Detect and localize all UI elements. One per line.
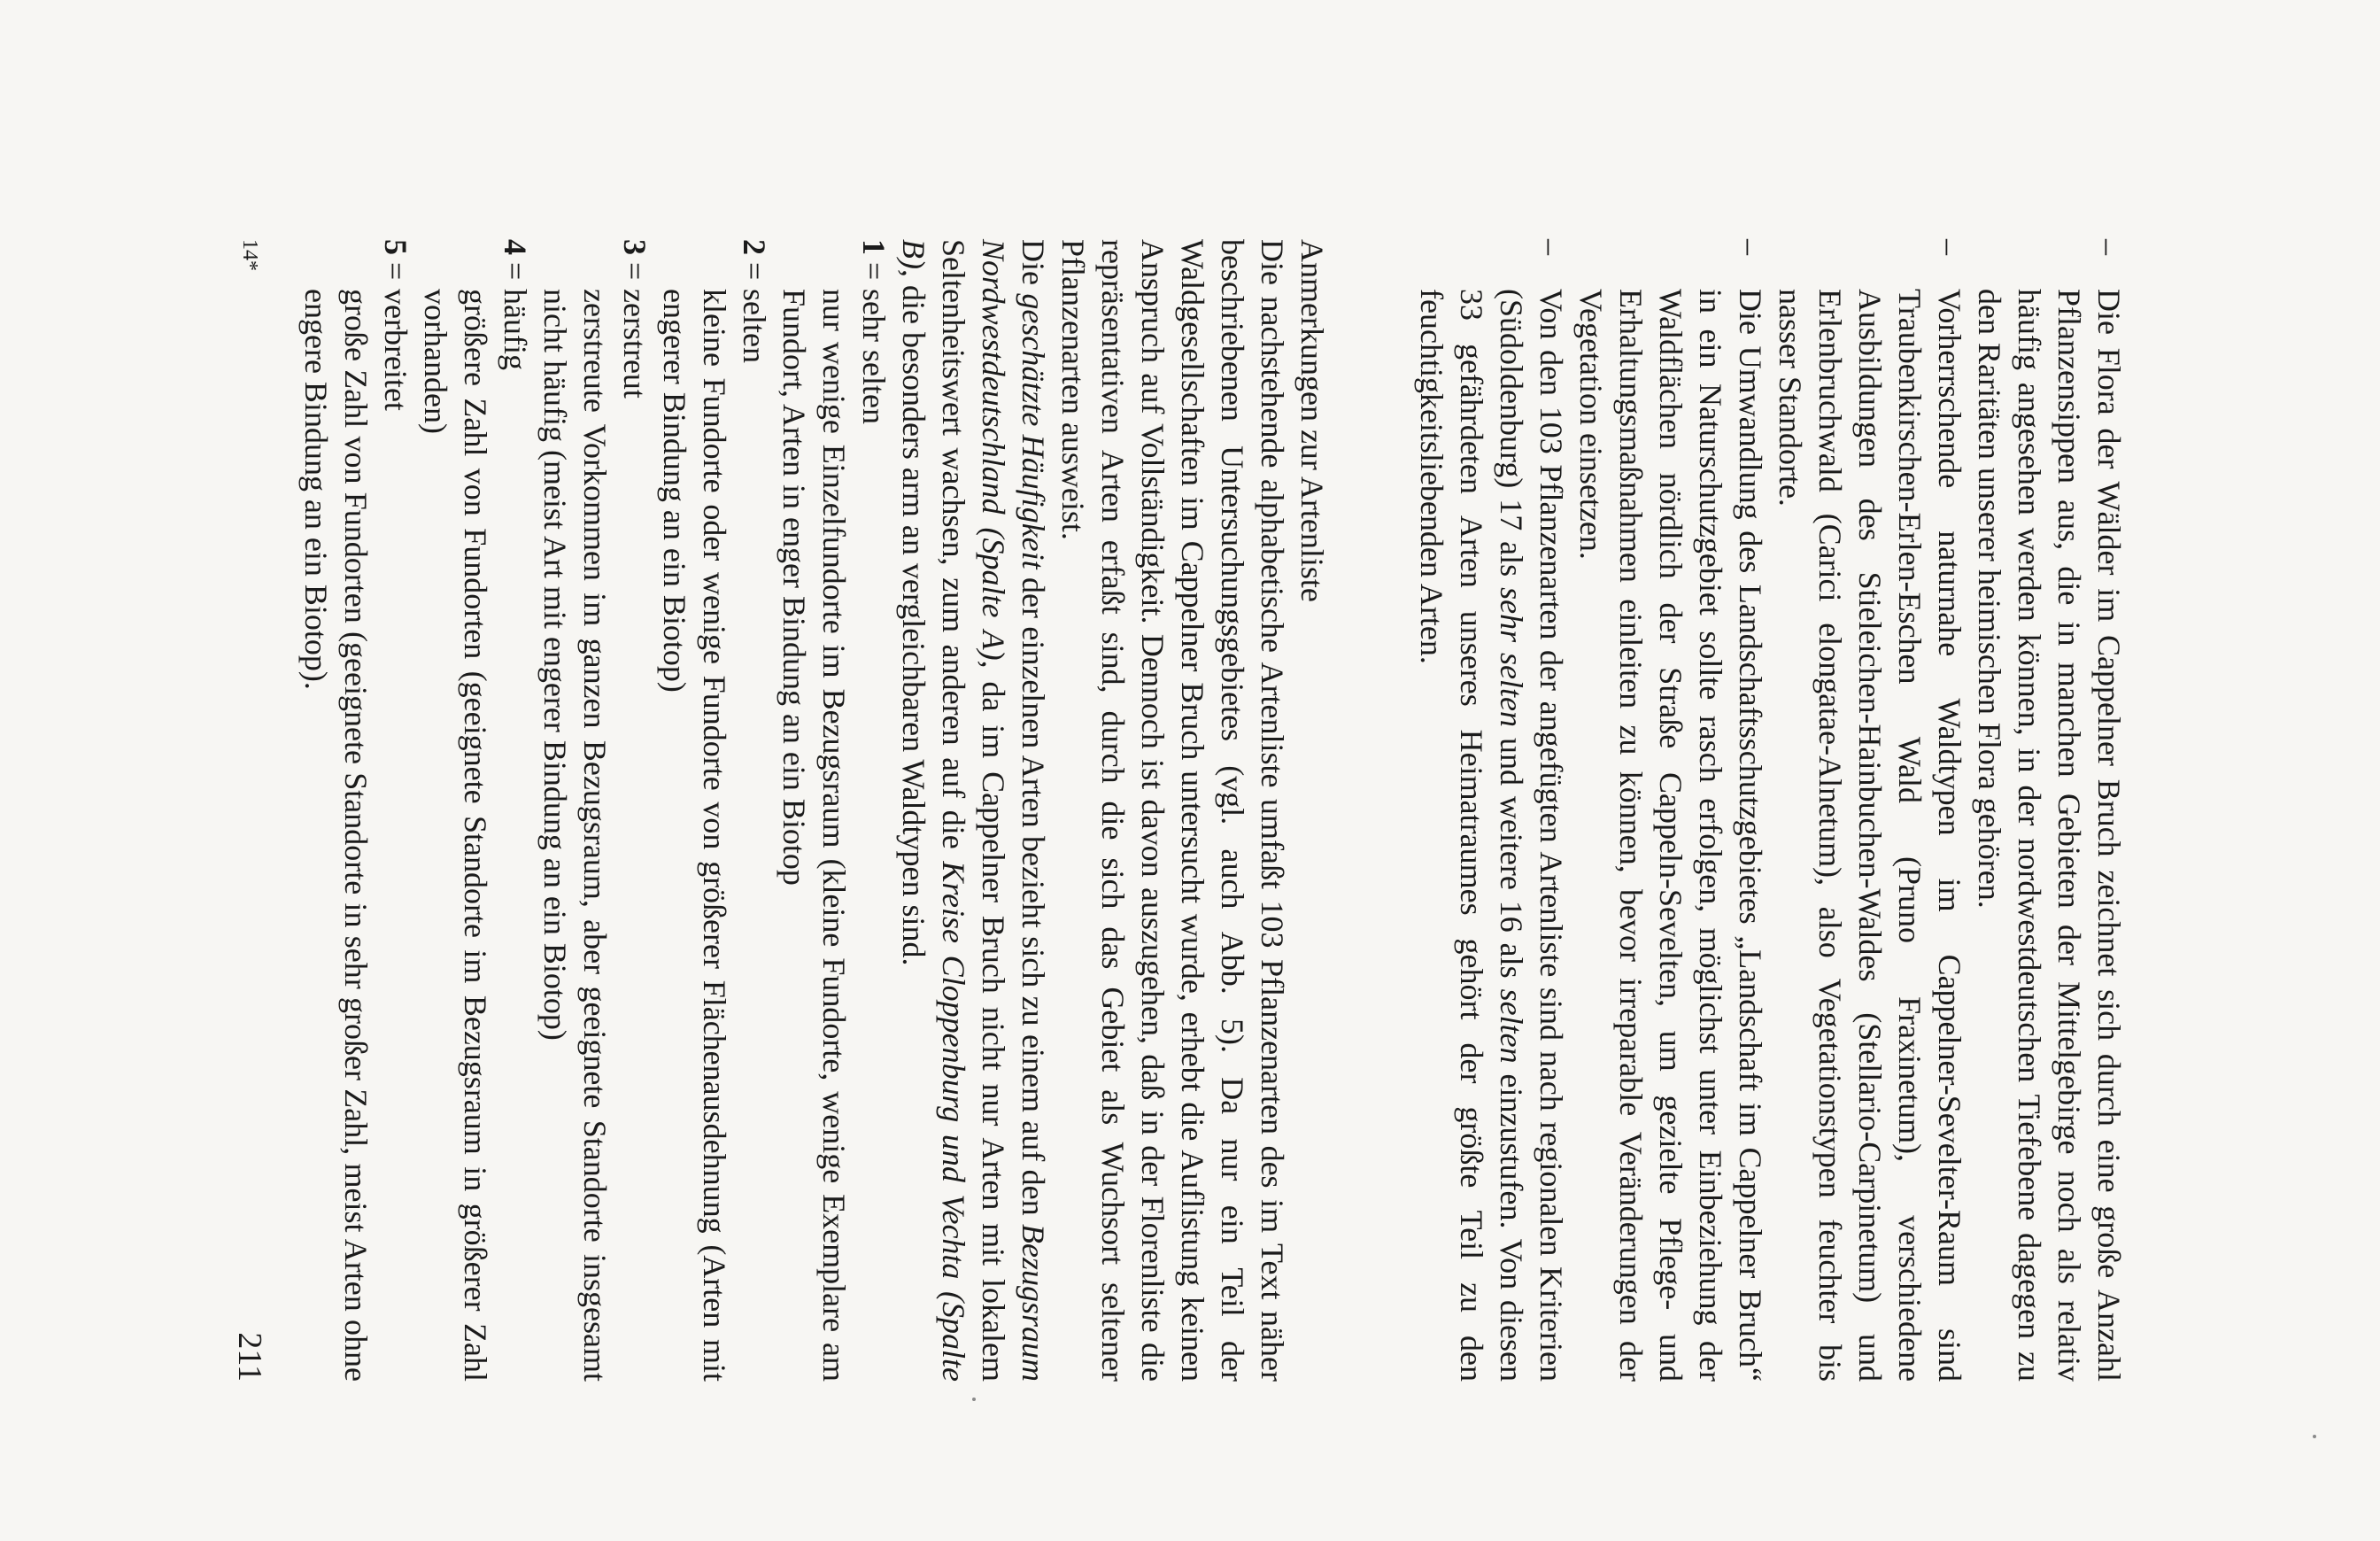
text-run: Die xyxy=(1016,239,1051,294)
bullet-item xyxy=(1411,239,1571,1382)
scale-label: zerstreut xyxy=(617,289,653,399)
bullet-item xyxy=(1571,239,1770,1382)
text-run: einzustufen. Von diesen 33 gefährdeten Arten unseres Heimatraumes gehört der größte Teil zu den feuchtigkeitsliebenden Arten. xyxy=(1414,289,1529,1382)
page-number: 211 xyxy=(231,1332,268,1382)
scale-entry xyxy=(854,239,893,1382)
text-run: und weitere 16 als xyxy=(1494,727,1529,989)
sheet-mark: 14* xyxy=(238,239,261,271)
scan-speck xyxy=(2313,1435,2316,1438)
notes-paragraph: Die nachstehende alphabetische Artenliste umfaßt 103 Pflanzenarten des im Text näher beschriebenen Untersuchungsgebietes (vgl. auch Abb. 5). Da nur ein Teil der Waldgesellschaften im Cappelner Bruch untersucht wurde, erhebt die Auflistung keinen Anspruch auf Vollständigkeit. Dennoch ist davon auszugehen, daß in der Florenliste die repräsentativen Arten erfaßt sind, durch die sich das Gebiet als Wuchsort seltener Pflanzenarten ausweist. xyxy=(1055,239,1290,1382)
text-run: Von den 103 Pflanzenarten der angefügten Artenliste sind nach regionalen Kriterien (Südoldenburg) 17 als xyxy=(1494,289,1569,1382)
bullet-text xyxy=(1414,289,1569,1382)
scale-description: kleine Fundorte oder wenige Fundorte von größerer Flächenausdehnung (Arten mit engerer Bindung an ein Biotop) xyxy=(657,289,732,1382)
bullet-item xyxy=(1770,239,1969,1382)
scale-equals: = xyxy=(737,262,772,281)
bullet-dash: – xyxy=(1534,239,1569,255)
emphasis: geschätzte Häufigkeit xyxy=(1016,293,1051,569)
scale-description: zerstreute Vorkommen im ganzen Bezugsraum, aber geeignete Standorte insgesamt nicht häufig (meist Art mit engerer Bindung an ein Biotop) xyxy=(537,289,613,1382)
scan-speck xyxy=(972,1398,976,1401)
page-footer xyxy=(225,239,269,1382)
scale-number: 5 xyxy=(378,239,413,255)
text-body xyxy=(296,239,2129,1382)
spacer xyxy=(1332,239,1372,1382)
scale-description: nur wenige Einzelfundorte im Bezugsraum (kleine Fundorte, wenige Exemplare am Fundort, Arten in enger Bindung an ein Biotop xyxy=(777,289,852,1382)
emphasis: sehr selten xyxy=(1494,587,1529,728)
frequency-scale xyxy=(296,239,893,1382)
bullet-text: Vorherrschende naturnahe Waldtypen im Cappelner-Sevelter-Raum sind Traubenkirschen-Erlen-Eschen Wald (Pruno Fraxinetum), verschiedene Ausbildungen des Stieleichen-Hainbuchen-Waldes (Stellario-Carpinetum) und Erlenbruchwald (Carici elongatae-Alnetum), also Vegetationstypen feuchter bis nasser Standorte. xyxy=(1773,289,1967,1382)
scale-number: 3 xyxy=(617,239,653,255)
scale-equals: = xyxy=(856,262,892,281)
emphasis: Kreise Cloppenburg und Vechta (Spalte B) xyxy=(896,239,971,1382)
emphasis: Bezugsraum Nordwestdeutschland (Spalte A) xyxy=(976,239,1051,1382)
emphasis: selten xyxy=(1494,988,1529,1064)
scale-equals: = xyxy=(617,262,653,281)
notes-paragraph xyxy=(893,239,1053,1382)
scale-entry xyxy=(375,239,415,1382)
scale-number: 4 xyxy=(498,239,533,255)
bullet-text: Die Flora der Wälder im Cappelner Bruch zeichnet sich durch eine große Anzahl Pflanzensippen aus, die in manchen Gebieten der Mittelgebirge noch als relativ häufig angesehen werden können, in der nordwestdeutschen Tiefebene dagegen zu den Raritäten unserer heimischen Flora gehören. xyxy=(1972,289,2127,1382)
scale-label: selten xyxy=(737,289,772,363)
rotated-page-content xyxy=(136,106,2244,1435)
text-run: , da im Cappelner Bruch nicht nur Arten mit lokalem Seltenheitswert wachsen, zum anderen auf die xyxy=(936,239,1011,1382)
bullet-dash: – xyxy=(1932,239,1967,255)
scale-number: 2 xyxy=(737,239,772,255)
scale-label: verbreitet xyxy=(378,289,413,411)
scale-label: sehr selten xyxy=(856,289,892,424)
bullet-item xyxy=(1969,239,2129,1382)
text-run: , die besonders arm an vergleichbaren Waldtypen sind. xyxy=(896,268,931,966)
bullet-dash: – xyxy=(1733,239,1768,255)
scale-description: größere Zahl von Fundorten (geeignete Standorte im Bezugsraum in größerer Zahl vorhanden) xyxy=(418,289,493,1382)
section-heading: Anmerkungen zur Artenliste xyxy=(1294,239,1330,602)
scale-entry xyxy=(734,239,774,1382)
scale-entry xyxy=(495,239,535,1382)
scale-equals: = xyxy=(378,262,413,281)
scale-number: 1 xyxy=(856,239,892,255)
bullet-text: Die Umwandlung des Landschaftsschutzgebietes „Landschaft im Cappelner Bruch“ in ein Naturschutzgebiet sollte rasch erfolgen, möglichst unter Einbeziehung der Waldflächen nördlich der Straße Cappeln-Sevelten, um gezielte Pflege- und Erhaltungsmaßnahmen einleiten zu können, bevor irreparable Veränderungen der Vegetation einsetzen. xyxy=(1573,289,1768,1382)
scale-entry xyxy=(614,239,654,1382)
text-run: der einzelnen Arten bezieht sich zu einem auf den xyxy=(1016,569,1051,1225)
spacer xyxy=(1372,239,1411,1382)
scale-description: große Zahl von Fundorten (geeignete Standorte in sehr großer Zahl, meist Arten ohne engere Bindung an ein Biotop). xyxy=(298,289,374,1382)
scale-label: häufig xyxy=(498,289,533,370)
bullet-dash: – xyxy=(2091,239,2127,255)
scale-equals: = xyxy=(498,262,533,281)
